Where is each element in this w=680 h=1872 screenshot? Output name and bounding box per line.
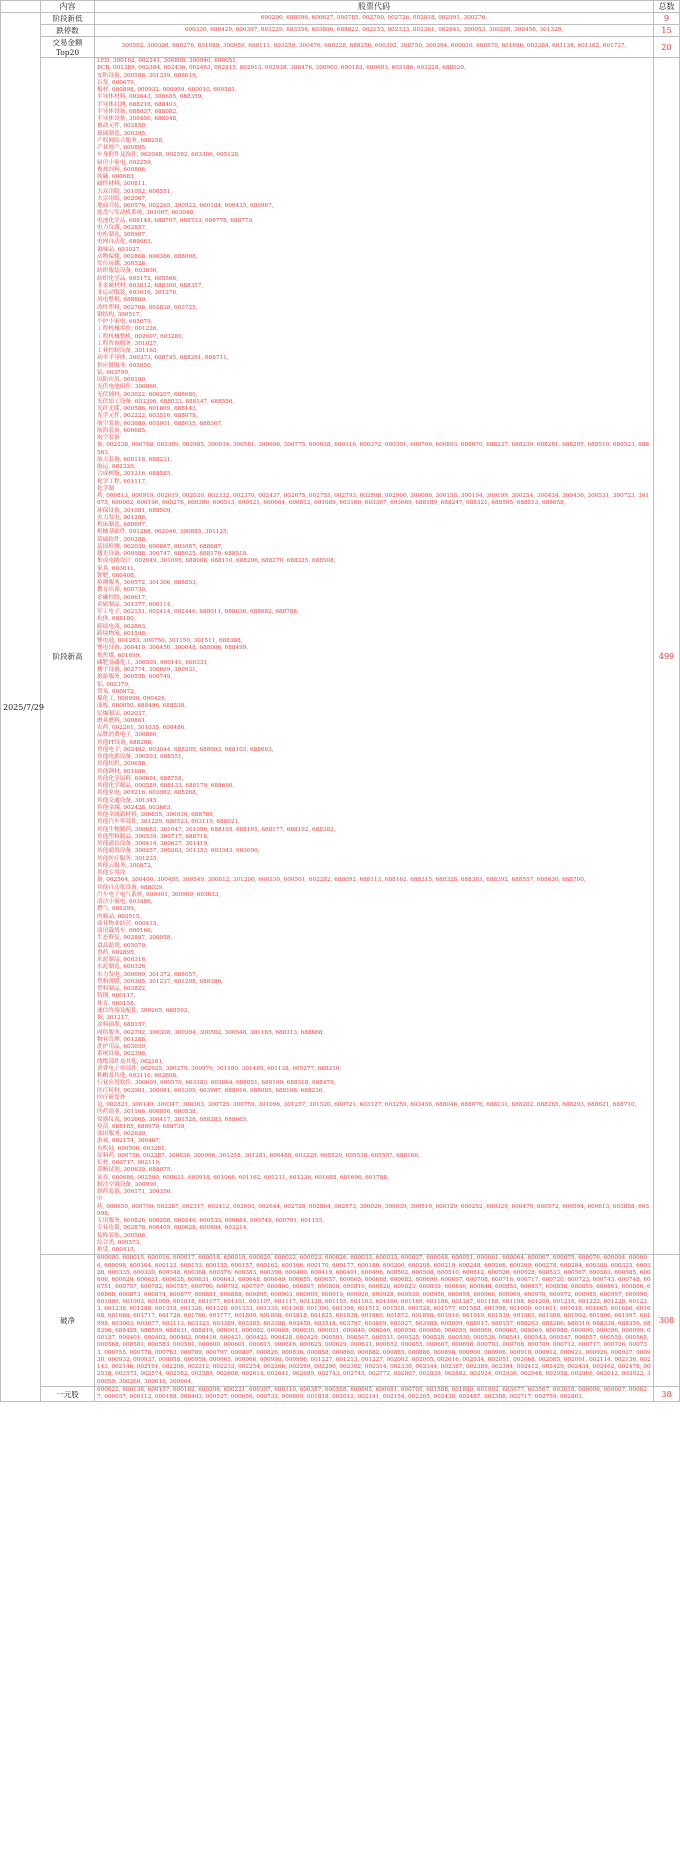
industry-line: 基因检测, 002030, 600867, 603087, 688687, xyxy=(97,543,223,550)
industry-line: 产权网综合服务, 688258, xyxy=(97,137,164,144)
industry-line: 锂电池, 001283, 300750, 301150, 301511, 688388, xyxy=(97,638,243,644)
industry-line: 物业管理, 001288, xyxy=(97,1036,147,1043)
industry-line: 备, 002238, 000768, 002389, 002985, 300034, 300581, 300696, 300775, 600038, 600316, 600372, 600391, 600760, 600893, 688070, 688237, 688239, 688281, 688297, 688510, 688523, 688563, xyxy=(97,442,650,456)
industry-line: 炼焦煤, 601699, xyxy=(97,652,142,659)
new-high-codes-cell xyxy=(95,58,654,1255)
industry-line: 航空装备 xyxy=(97,435,120,441)
industry-line: 有机硅, 600596, 603281, xyxy=(97,1145,167,1152)
industry-line: 玻璃制造, 300395, xyxy=(97,130,147,137)
header-row xyxy=(1,1,680,13)
industry-line: 家具, 603611, xyxy=(97,565,136,572)
industry-line: 光伏辅材, 003022, 600207, 688680, xyxy=(97,391,198,398)
industry-line: 跨境物流, 601598, xyxy=(97,630,147,637)
industry-line: 疫苗, 688185, 688670, 688739, xyxy=(97,1123,187,1130)
industry-line: 改性塑料, 002768, 002838, 603725, xyxy=(97,304,198,311)
industry-line: 被动元件, 002859, xyxy=(97,123,147,130)
count-cell: 20 xyxy=(654,37,680,58)
industry-line: 网络服务, 002792, 300308, 300394, 300502, 300548, 301165, 688313, 688668, xyxy=(97,1029,325,1036)
industry-line: 电力仪器, 002857, xyxy=(97,224,147,231)
industry-line: 机械基础件, 001268, 002046, 300885, 301125, xyxy=(97,529,229,536)
industry-line: 其他化学制品, 000589, 688133, 688179, 688690, xyxy=(97,783,235,789)
industry-line: 非运动服装, 603016, 301276, xyxy=(97,290,178,296)
codes-cell: 600000, 600015, 600016, 600017, 600018, 600019, 600020, 600022, 600023, 600026, 600033, 600035, 600037, 600048, 600051, 600061, 600064, 600067, 600075, 600076, 600094, 600096, 600098, 600104, 600123, 600153, 600155, 600157, 600162, 600166, 600170, 600177, 600180, 600200, 600208, 600219, 600248, 600266, 600269, 600278, 600284, 600308, 600325, 600328, 600335, 600339, 600348, 600368, 600376, 600383, 600390, 600409, 600419, 600491, 600496, 600502, 600508, 600510, 600512, 600526, 600528, 600533, 600567, 600583, 600585, 600606, 600620, 600621, 600628, 600631, 600643, 600648, 600649, 600655, 600657, 600665, 600668, 600682, 600690, 600697, 600708, 600716, 600717, 600720, 600723, 600743, 600748, 600751, 600757, 600782, 600787, 600790, 600792, 600797, 600800, 600807, 600808, 600810, 600820, 600823, 600839, 600846, 600848, 600853, 600857, 600858, 600859, 600861, 600866, 600868, 600873, 600874, 600877, 600881, 600888, 600895, 600903, 600909, 600919, 600926, 600928, 600939, 600956, 600959, 600966, 600969, 600970, 600972, 600985, 600997, 600999, 601000, 601003, 601009, 601018, 601077, 601101, 601107, 601117, 601128, 601155, 601163, 601166, 601169, 601186, 601187, 601188, 601198, 601200, 601216, 601222, 601228, 601233, 601238, 601288, 601318, 601326, 601328, 601333, 601339, 601368, 601390, 601398, 601512, 601518, 601528, 601577, 601588, 601598, 601600, 601611, 601618, 601665, 601666, 601668, 601669, 601717, 601728, 601766, 601777, 601800, 601808, 601818, 601825, 601838, 601860, 601872, 601898, 601916, 601919, 601939, 601963, 601988, 601992, 601996, 601997, 601998, 603003, 603077, 603113, 603323, 603369, 603385, 603388, 603458, 603518, 603797, 603869, 603927, 603985, 605099, 688017, 688157, 688263, 688286, 688319, 688338, 688359, 688396, 688428, 688599, 688631, 688819, 000001, 000002, 000008, 000030, 000031, 000040, 000046, 000050, 000056, 000059, 000060, 000065, 000069, 000088, 000090, 000096, 000099, 000157, 000401, 000402, 000403, 000416, 000421, 000423, 000428, 000429, 000501, 000507, 000511, 000525, 000528, 000530, 000536, 000541, 000543, 000547, 000557, 000559, 000565, 000568, 000581, 000583, 000591, 000600, 000601, 000615, 000616, 000625, 000629, 000631, 000652, 000655, 000667, 000698, 000703, 000708, 000709, 000712, 000717, 000726, 000733, 000755, 000778, 000783, 000789, 000797, 000807, 000826, 000836, 000858, 000860, 000882, 000885, 000886, 000898, 000900, 000906, 000910, 000912, 000921, 000926, 000927, 000930, 000932, 000937, 000958, 000959, 000965, 000966, 000990, 000996, 001227, 001213, 001227, 002002, 002005, 002016, 002034, 002051, 002068, 002085, 002091, 002114, 002136, 002143, 002146, 002191, 002206, 002212, 002233, 002254, 002266, 002269, 002290, 002302, 002314, 002330, 002344, 002387, 002389, 002394, 002412, 002429, 002434, 002462, 002478, 002538, 002573, 002574, 002582, 002589, 002608, 002614, 002641, 002689, 002743, 002745, 002772, 002807, 002839, 002882, 002924, 002936, 002948, 002958, 002966, 003012, 003022, 300059, 300268, 300616, 300664, xyxy=(95,1255,654,1387)
industry-line: 合成树脂, 301216, 688585, xyxy=(97,471,173,478)
industry-line: 航海装备, 600685, xyxy=(97,427,147,434)
industry-line: 商用载货车, 600166, xyxy=(97,928,153,934)
industry-line: 光学元件, 002222, 603516, 688079, xyxy=(97,413,198,420)
industry-line: 金属制品, 301377, 600114, xyxy=(97,601,173,608)
industry-line: 底盘与发动机系统, 301007, 603040, xyxy=(97,210,195,217)
industry-line: 航运, 002320, xyxy=(97,464,136,470)
industry-line: 航空装备, 603680, 605001, 688015, 688367, xyxy=(97,420,223,427)
codes-cell: 300502, 300308, 600276, 601689, 300059, 600111, 603259, 300476, 600228, 688256, 600392, 300750, 300394, 600010, 600570, 601696, 002384, 601138, 601162, 601727, xyxy=(95,37,654,58)
industry-line: 备, 002564, 300400, 300495, 300549, 300812, 301200, 600330, 600501, 602282, 688092, 688113, 688162, 688215, 688328, 688363, 688392, 688557, 688630, 688700, xyxy=(97,877,586,884)
industry-line: 电池化学品, 688148, 688707, 688733, 688778, 688779, xyxy=(97,217,254,224)
industry-line: 跨境电商, 002803, xyxy=(97,623,147,630)
industry-line: 电网自动化, 688663, xyxy=(97,239,153,246)
industry-line: 工程机械零件, 001226, xyxy=(97,326,159,333)
industry-line: 产业地产, 600895, xyxy=(97,145,147,151)
codes-cell: 600200, 688096, 600627, 000785, 002700, 002726, 002818, 002991, 300276, xyxy=(95,13,654,25)
industry-line: 装修装饰, 300506, xyxy=(97,1232,147,1239)
industry-line: 激光设备, 000988, 300747, 688025, 688170, 688518, xyxy=(97,551,249,557)
industry-line: 板材, 000898, 000932, 000959, 600010, 600581, xyxy=(97,87,237,93)
industry-line: 铝, 002379, xyxy=(97,681,130,688)
industry-line: 其他金属新材料, 300855, 300930, 688786, xyxy=(97,812,215,818)
industry-line: 其他电子, 002402, 603044, 688209, 688093, 688103, 688603, xyxy=(97,746,274,753)
industry-line: 煤化工, 000990, 000426, xyxy=(97,696,167,702)
industry-line: 其他汽车零部件, 301229, 600523, 603119, 688021, xyxy=(97,819,240,826)
industry-line: 面板, 000050, 688496, 688538, xyxy=(97,703,187,710)
industry-line: 动物保健, 002868, 600366, 688098, xyxy=(97,253,198,260)
industry-line: 其他生物制药, 300683, 301047, 301090, 688105, 688165, 688177, 688192, 688382, xyxy=(97,826,336,833)
industry-line: 钴, 603799, xyxy=(97,369,130,376)
industry-line: 制冷空调设备, 300990, xyxy=(97,1181,159,1188)
industry-line: 钢结构, 300517, xyxy=(97,311,142,318)
category-cell: 破净 xyxy=(41,1255,95,1387)
industry-line: 发行玩偶, 300526, xyxy=(97,261,147,267)
industry-line: 其他云服务, 300872, xyxy=(97,862,153,869)
industry-line: 水泥制造, 600326, xyxy=(97,964,147,971)
table-row xyxy=(1,13,680,25)
industry-line: 磷肥及磷化工, 300505, 600141, 600331, xyxy=(97,659,209,666)
industry-line: 光纤光缆, 000586, 601869, 688143, xyxy=(97,406,198,412)
industry-line: 旅游服务, 000558, 600749, xyxy=(97,674,173,681)
industry-line: 其他钢材, 601686, xyxy=(97,768,147,775)
industry-line: PCB, 001389, 002384, 002436, 002463, 002815, 002913, 002938, 300476, 300903, 600183, 600601, 603186, 603228, 688020, xyxy=(97,65,466,72)
industry-line: 厨房小家电, 002259, xyxy=(97,159,153,166)
industry-line: 品牌消费电子, 300866, xyxy=(97,732,159,739)
industry-line: 百货, 000679, xyxy=(97,79,136,86)
industry-line: 制药装备, 300171, 300356, xyxy=(97,1189,173,1195)
table-row xyxy=(1,58,680,1255)
industry-line: 火力发电, 001286, xyxy=(97,514,147,521)
industry-line: 化学制 xyxy=(97,485,115,492)
count-cell: 499 xyxy=(654,58,680,1255)
industry-line: 其他金属, 002428, 603663, xyxy=(97,804,173,811)
industry-line: 其他塑料制品, 300539, 300717, 688718, xyxy=(97,833,209,840)
header-blank xyxy=(1,1,41,13)
industry-line: 半导体材料, 002643, 300655, 688359, xyxy=(97,94,204,101)
header-codes: 股票代码 xyxy=(95,1,654,13)
industry-line: 金融控股, 000617, xyxy=(97,594,147,601)
industry-line: 中 xyxy=(97,1196,103,1203)
industry-line: 特钢, 600117, xyxy=(97,993,136,1000)
table-row xyxy=(1,1386,680,1402)
industry-line: 集成电路设计, 002049, 301095, 688008, 688110, 688206, 688270, 688325, 688508, xyxy=(97,558,336,565)
industry-line: 其他自动化设备, 688029, xyxy=(97,884,164,891)
industry-line: 其他纺织, 300658, xyxy=(97,761,147,768)
industry-line: 其他专用设 xyxy=(97,870,126,876)
industry-line: 燃气, 001299, xyxy=(97,906,136,913)
industry-line: 民爆制品, 002037, xyxy=(97,710,147,717)
category-cell: 阶段新低 xyxy=(41,13,95,25)
industry-line: 其他家电, 001216, 603992, 605288, xyxy=(97,790,198,797)
industry-line: 磨具磨料, 300861, xyxy=(97,717,147,724)
industry-line: 钾肥, 000408, xyxy=(97,572,136,579)
industry-line: 鞋帽及其他, 603116, 603608, xyxy=(97,1073,178,1079)
industry-line: 供应链服务, 605050, xyxy=(97,362,153,369)
table-row xyxy=(1,37,680,58)
industry-line: 纺织化学品, 605172, 605566, xyxy=(97,275,178,282)
industry-line: 汽车电子电气系统, 600901, 300969, 603633, xyxy=(97,891,221,898)
industry-line: 食品助剂, 605079, xyxy=(97,942,147,949)
industry-line: 仪器仪表, 002665, 300417, 301528, 688283, 688665, xyxy=(97,1116,249,1123)
industry-line: 电机制造, 300907, xyxy=(97,232,147,238)
codes-cell: 600022, 600136, 600157, 600162, 600206, 600221, 600307, 600310, 600387, 600558, 600605, 600681, 600705, 601588, 601880, 601992, 603077, 603567, 603618, 000006, 000007, 000027, 000057, 000112, 000188, 000403, 000537, 000656, 000732, 000809, 001818, 002012, 002141, 002154, 002265, 002438, 002487, 002588, 002717, 002759, 002863, xyxy=(95,1386,654,1402)
industry-line: 水力发电, 300099, 301372, 688057, xyxy=(97,971,198,978)
industry-line: 油田服务, 002629, xyxy=(97,1131,147,1137)
industry-line: 车身附件及饰件, 002048, 002592, 603306, 605128, xyxy=(97,152,240,159)
industry-line: 通信终端及配件, 300205, 688592, xyxy=(97,1007,190,1014)
count-cell: 9 xyxy=(654,13,680,25)
industry-line: 综合类, 000573, xyxy=(97,1239,142,1246)
industry-line: 证券, 000686, 002500, 600621, 600918, 601066, 601162, 601211, 601236, 601688, 601696, 601788, xyxy=(97,1174,389,1181)
industry-line: 兽药, 002895, xyxy=(97,949,136,956)
industry-line: 纺织服装设备, 603836, xyxy=(97,268,159,275)
industry-line: 其他通信设备, 300414, 300627, 301419, xyxy=(97,841,209,847)
industry-line: 塑料制品, 603822, xyxy=(97,986,147,992)
industry-line: 塑料薄膜, 300305, 301237, 601208, 688386, xyxy=(97,978,223,985)
industry-line: 环保设备, 301081, 688509, xyxy=(97,507,173,514)
industry-line: 半导体封测, 688216, 688403, xyxy=(97,101,178,108)
industry-line: 国防应用, 000190, xyxy=(97,377,147,383)
industry-line: 贸易, 000872, xyxy=(97,688,136,695)
industry-line: 纯碱, 000683, xyxy=(97,174,136,180)
industry-line: 包, 002821, 300149, 300347, 300363, 300725, 300759, 301096, 301257, 301520, 600721, 603127, 603259, 603456, 688046, 688076, 688131, 688202, 688265, 688293, 688621, 688710, xyxy=(97,1102,637,1108)
header-content: 内容 xyxy=(41,1,95,13)
industry-line: 工业控制设备, 301163, xyxy=(97,348,159,354)
industry-line: LED, 300162, 002241, 300808, 300940, 600651, xyxy=(97,58,238,64)
industry-line: 系统设备, 002396, xyxy=(97,1051,147,1058)
industry-line: 抗体, 688180, xyxy=(97,616,136,623)
industry-line: 诊断试剂, 300639, 688075, xyxy=(97,1167,173,1174)
industry-line: 锂电设备, 300410, 300450, 300648, 688006, 688499, xyxy=(97,645,249,652)
count-cell: 15 xyxy=(654,25,680,37)
industry-line: 个护小家电, 605079, xyxy=(97,319,153,325)
industry-line: 体育, 600158, xyxy=(97,1000,136,1007)
industry-line: 半导体设备, 688037, 688082, xyxy=(97,108,178,115)
industry-line: 安防设备, 300588, 301339, 688619, xyxy=(97,72,198,79)
industry-line: 游戏, 002174, 300467, xyxy=(97,1138,161,1145)
industry-line: 药, 000813, 000919, 002019, 002020, 002332, 002370, 002437, 002675, 002755, 002793, 002898, 002900, 300086, 300158, 300194, 300199, 300254, 300434, 300436, 300531, 300723, 301075, 600062, 600196, 600276, 600380, 600513, 600521, 600664, 600812, 601089, 603160, 603367, 603669, 688189, 688247, 688321, 688505, 688513, 688658, xyxy=(97,493,650,507)
industry-line: 磁性材料, 300811, xyxy=(97,181,147,188)
industry-line: 其他交通设备, 301345, xyxy=(97,797,159,804)
table-row xyxy=(1,25,680,37)
industry-line: 其他电源设备, 300593, 688551, xyxy=(97,754,184,760)
industry-line: 商业物业经营, 600415, xyxy=(97,920,159,927)
industry-line: 地面兵装, 000576, 002265, 300922, 600184, 600435, 600967, xyxy=(97,203,274,209)
date-cell: 2025/7/29 xyxy=(1,13,41,1402)
industry-line: 水泥制品, 600316, xyxy=(97,957,147,963)
industry-line: 大宗用纸, 002067, xyxy=(97,195,147,202)
industry-line: 原料药, 000756, 002287, 300636, 300966, 301258, 301281, 600488, 603229, 605520, 605538, 605507, 688166, xyxy=(97,1152,420,1159)
industry-line: 医药商业, 301166, 600056, 600538, xyxy=(97,1109,198,1116)
header-count: 总数 xyxy=(654,1,680,13)
industry-line: 机床制造, 688697, xyxy=(97,522,147,528)
industry-line: 风电整机, 688660, xyxy=(97,297,147,304)
industry-line: 肉制品, 002515, xyxy=(97,913,142,920)
category-cell: 跌停数 xyxy=(41,25,95,37)
industry-line: 租赁, 000415, xyxy=(97,1247,136,1253)
industry-line: 长材, 000717, 002110, xyxy=(97,1160,161,1166)
industry-line: 医疗耗材, 002901, 300981, 603309, 603987, 688016, 688085, 688108, 688236, xyxy=(97,1087,325,1094)
industry-line: 洗护用品, 603059, xyxy=(97,1044,147,1050)
industry-line: 检测服务, 300572, 301306, 688853, xyxy=(97,580,198,586)
industry-line: 清洁小家电, 603486, xyxy=(97,899,153,905)
industry-line: 工程机械整机, 002097, 603280, xyxy=(97,333,184,340)
industry-line: 药, 000650, 000790, 002287, 002317, 002412, 002603, 002644, 002728, 002864, 002873, 300026, 300039, 300519, 600129, 600252, 600329, 600479, 600572, 600594, 600613, 603858, 603998, xyxy=(97,1203,650,1217)
industry-line: 军工电子, 002151, 002414, 002446, 688011, 688636, 688682, 688788, xyxy=(97,609,299,615)
industry-line: 其他IT设备, 688208, xyxy=(97,739,153,746)
industry-line: 光伏电池组件, 300860, xyxy=(97,384,159,391)
industry-line: 专业连锁, 002878, 600405, 600628, 600694, 603214, xyxy=(97,1225,249,1232)
industry-line: 非金属材料, 603612, 688300, 688357, xyxy=(97,282,204,289)
industry-line: 线缆部件及其他, 002161, xyxy=(97,1058,164,1065)
industry-line: 工程咨询服务, 301027, xyxy=(97,340,159,347)
count-cell: 38 xyxy=(654,1386,680,1402)
industry-line: 铜, 301217, xyxy=(97,1015,130,1021)
table-row xyxy=(1,1255,680,1387)
industry-line: 专用服务, 600826, 600208, 600246, 600533, 600684, 600748, 600791, 601155, xyxy=(97,1218,325,1224)
industry-line: 航天装备, 600118, 688231, xyxy=(97,456,173,463)
industry-line: 农药, 002261, 301035, 600486, xyxy=(97,725,187,731)
industry-line: 其他通用设备, 300257, 300263, 301353, 603343, 603090, xyxy=(97,848,260,855)
industry-line: 消费电子零部件, 002925, 300279, 300976, 301180, 301489, 601138, 605277, 688210, xyxy=(97,1065,342,1072)
industry-line: 其他医疗服务, 301235, xyxy=(97,855,159,862)
industry-line: 化学工程, 601117, xyxy=(97,478,147,485)
industry-line: 大众出版, 301052, 600551, xyxy=(97,188,173,195)
industry-line: 光伏加工设备, 603396, 688033, 688147, 688556, xyxy=(97,398,235,405)
industry-line: 半导体设备, 300456, 688048, xyxy=(97,116,178,122)
industry-line: 行业应用软件, 300609, 600570, 603383, 603864, 688051, 688109, 688318, 688479, xyxy=(97,1080,336,1087)
category-cell: 一元股 xyxy=(41,1386,95,1402)
industry-line: 基础软件, 300288, xyxy=(97,536,147,543)
count-cell: 308 xyxy=(654,1255,680,1387)
industry-line: 生态修复, 002887, 300958, xyxy=(97,935,173,942)
industry-line: 调味品, 603027, xyxy=(97,246,142,253)
codes-cell: 600330, 600429, 600397, 603229, 603356, 603806, 688622, 002153, 002333, 002361, 002641, 300053, 300298, 300456, 301328, xyxy=(95,25,654,37)
industry-line: 楼宇设备, 002774, 300669, 300931, xyxy=(97,667,198,673)
industry-line: 涂料油墨, 688157, xyxy=(97,1022,147,1029)
industry-line: 教育培训, 600730, xyxy=(97,587,147,594)
industry-line: 其他化学原料, 600691, 688758, xyxy=(97,775,184,782)
industry-line: 畜禽饲料, 600866, xyxy=(97,166,147,173)
industry-line: 功率半导体, 300373, 600745, 688261, 688711, xyxy=(97,355,229,362)
category-cell: 阶段新高 xyxy=(41,58,95,1255)
industry-line: 医疗研发外 xyxy=(97,1094,126,1101)
category-cell: 交易金额Top20 xyxy=(41,37,95,58)
